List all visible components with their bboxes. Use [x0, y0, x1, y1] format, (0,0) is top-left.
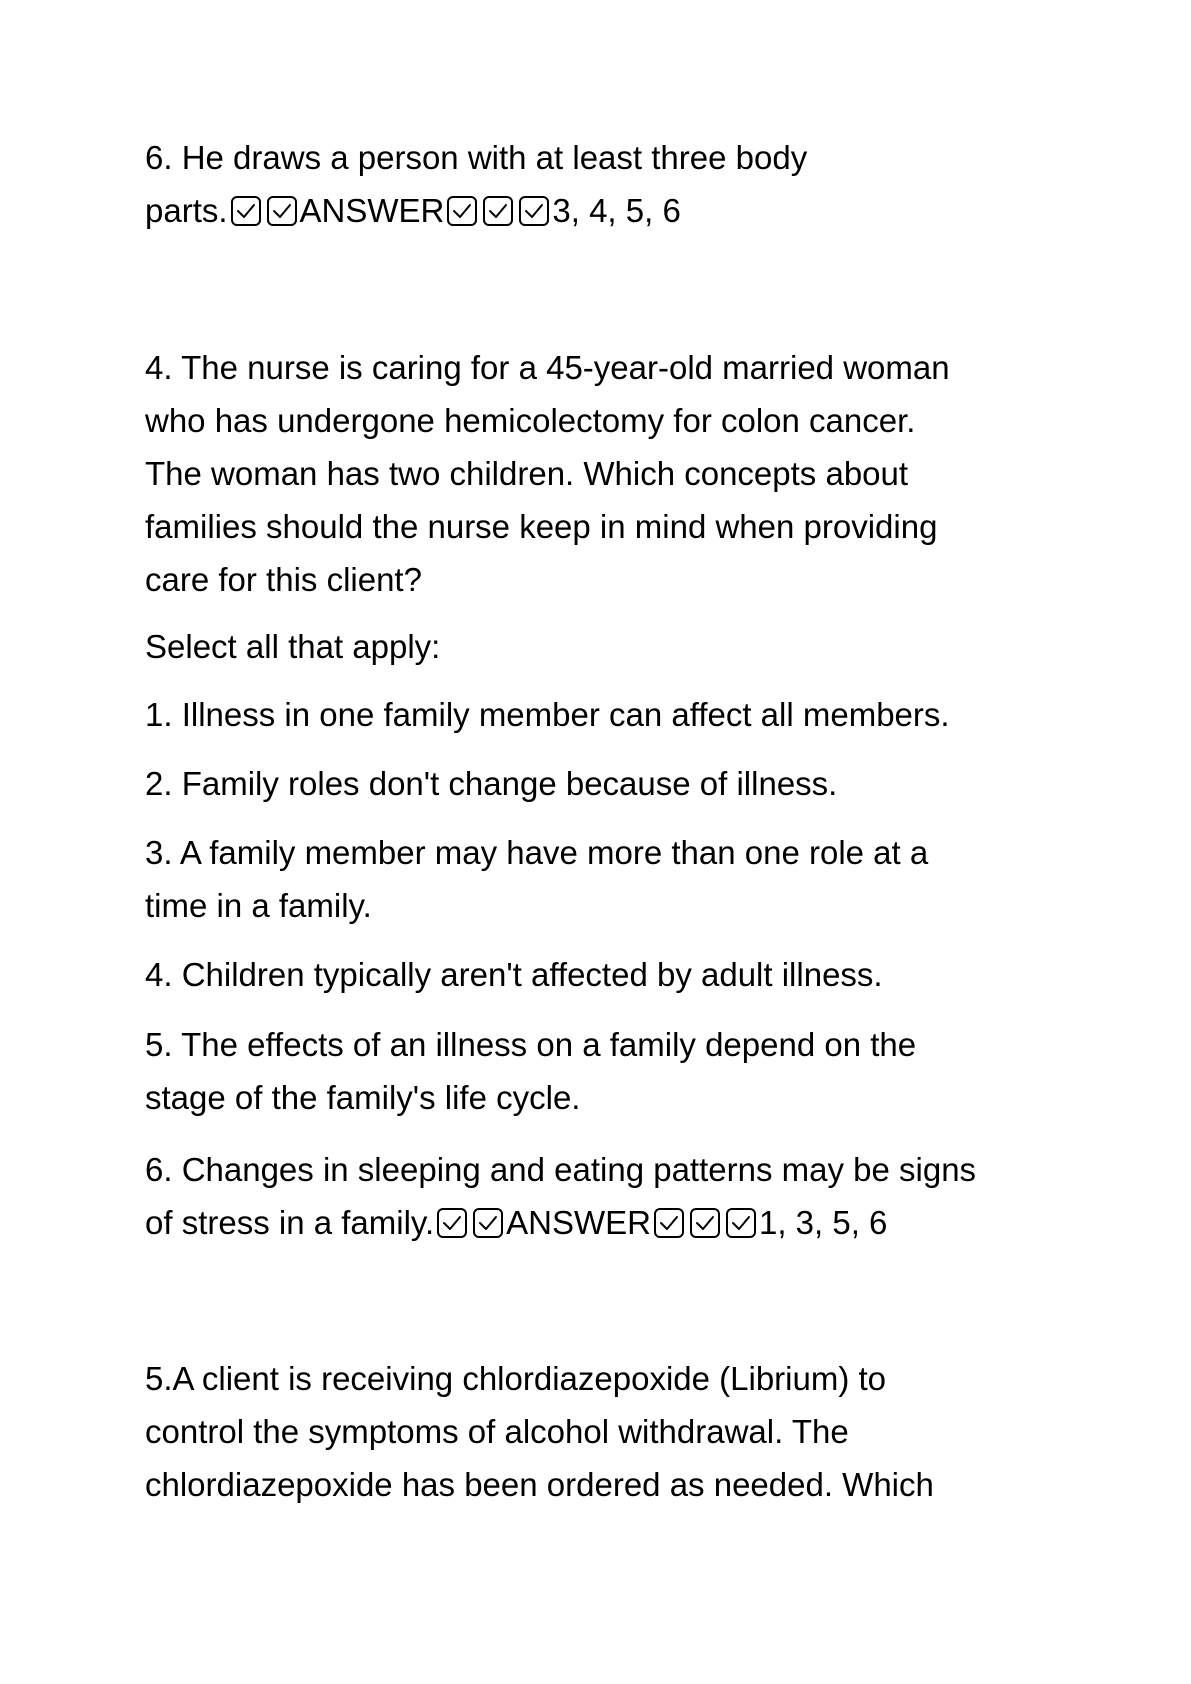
option-text: 3. A family member may have more than one role at a: [145, 834, 929, 871]
answer-value: 1, 3, 5, 6: [758, 1204, 888, 1241]
option-6-line-2-text: of stress in a family.: [145, 1204, 435, 1241]
option-text: 4. Children typically aren't affected by adult illness.: [145, 956, 883, 993]
instruction-text: Select all that apply:: [145, 628, 441, 665]
stem-line: control the symptoms of alcohol withdrawal. The: [145, 1413, 849, 1450]
option-text: 2. Family roles don't change because of illness.: [145, 765, 838, 802]
option-text: 1. Illness in one family member can affect all members.: [145, 696, 950, 733]
checkbox-check-icon: [472, 1207, 504, 1239]
question-4-option-4: [145, 948, 1075, 1001]
option-6-line-1: 6. Changes in sleeping and eating patterns may be signs: [145, 1151, 977, 1188]
question-4-option-3: [145, 826, 1075, 932]
option-text: 5. The effects of an illness on a family depend on the: [145, 1026, 917, 1063]
checkbox-check-icon: [482, 195, 514, 227]
checkbox-check-icon: [518, 195, 550, 227]
previous-question-option-6: [145, 131, 1075, 237]
answer-value: 3, 4, 5, 6: [552, 192, 681, 229]
stem-line: families should the nurse keep in mind when providing: [145, 508, 938, 545]
option-6-line-2: [145, 1196, 1075, 1249]
option-6-line-2: [145, 184, 1075, 237]
checkbox-check-icon: [689, 1207, 721, 1239]
option-text: time in a family.: [145, 887, 372, 924]
checkbox-check-icon: [266, 195, 298, 227]
option-text: stage of the family's life cycle.: [145, 1079, 581, 1116]
answer-label: ANSWER: [299, 192, 445, 229]
checkbox-check-icon: [436, 1207, 468, 1239]
stem-line: 4. The nurse is caring for a 45-year-old married woman: [145, 349, 950, 386]
stem-line: who has undergone hemicolectomy for colon cancer.: [145, 402, 916, 439]
checkbox-check-icon: [446, 195, 478, 227]
option-6-line-2-text: parts.: [145, 192, 228, 229]
question-4-instruction: [145, 620, 1075, 673]
stem-line: chlordiazepoxide has been ordered as needed. Which: [145, 1466, 934, 1503]
question-4-option-2: [145, 757, 1075, 810]
option-6-line-1: 6. He draws a person with at least three body: [145, 139, 808, 176]
answer-label: ANSWER: [506, 1204, 651, 1241]
question-4-option-1: [145, 688, 1075, 741]
checkbox-check-icon: [230, 195, 262, 227]
checkbox-check-icon: [725, 1207, 757, 1239]
checkbox-check-icon: [653, 1207, 685, 1239]
question-5-stem: [145, 1352, 1075, 1511]
stem-line: 5.A client is receiving chlordiazepoxide (Librium) to: [145, 1360, 887, 1397]
question-4-option-6: [145, 1143, 1075, 1249]
question-4-option-5: [145, 1018, 1075, 1124]
stem-line: The woman has two children. Which concepts about: [145, 455, 909, 492]
question-4-stem: [145, 341, 1075, 606]
stem-line: care for this client?: [145, 561, 422, 598]
